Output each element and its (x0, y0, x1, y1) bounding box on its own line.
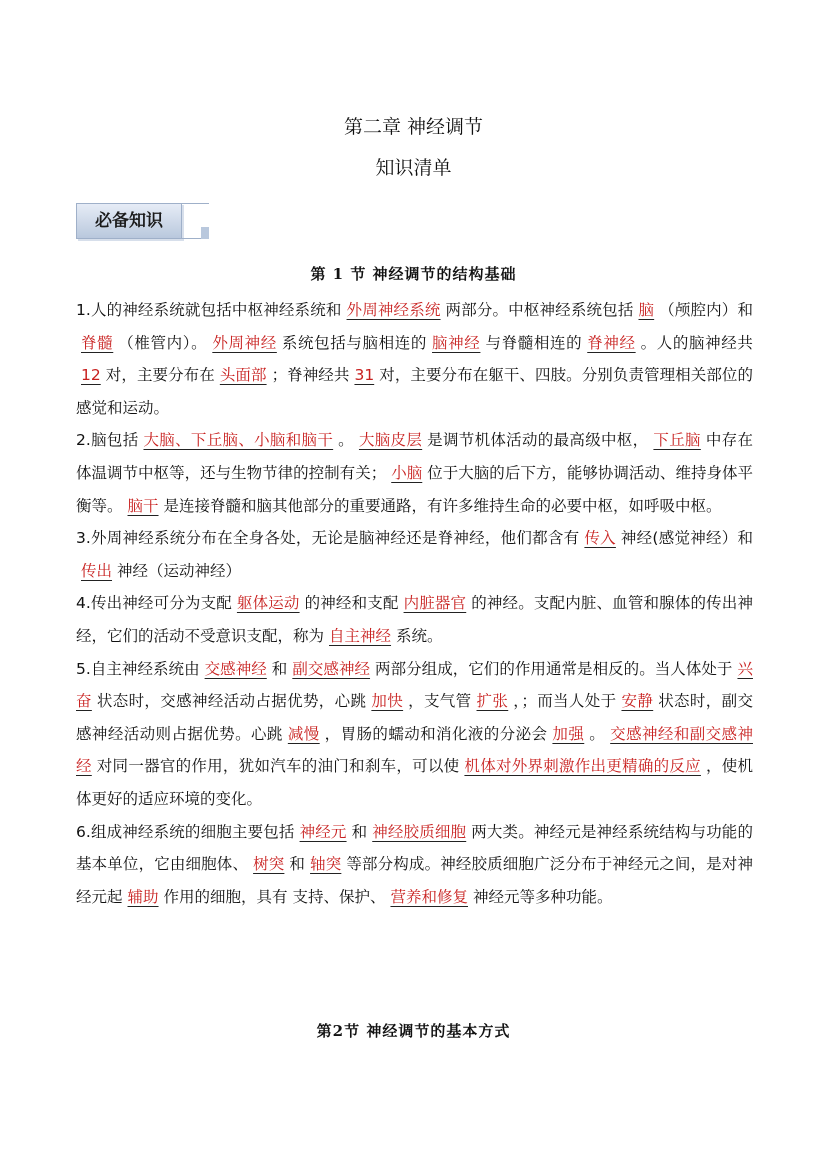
fill-in-answer: 脊髓 (81, 333, 114, 352)
text-segment: 。 (338, 431, 354, 450)
paragraph-1 (76, 294, 753, 424)
section-badge: 必备知识 (76, 203, 182, 239)
text-segment: 两部分组成，它们的作用通常是相反的。当人体处于 (375, 659, 733, 678)
paragraph-4 (76, 587, 753, 652)
fill-in-answer: 31 (354, 366, 375, 385)
text-segment: 与脊髓相连的 (485, 333, 583, 352)
paragraph-6 (76, 816, 753, 914)
text-segment: 和 (351, 822, 368, 841)
text-segment: 神经元等多种功能。 (472, 887, 613, 906)
text-segment: ，；而当人处于 (513, 692, 617, 711)
fill-in-answer: 脑干 (127, 496, 159, 515)
fill-in-answer: 辅助 (127, 887, 159, 906)
fill-in-answer: 下丘脑 (653, 431, 701, 450)
fill-in-answer: 兴奋 (76, 659, 753, 711)
fill-in-answer: 减慢 (287, 724, 320, 743)
fill-in-answer: 大脑皮层 (358, 431, 423, 450)
fill-in-answer: 脊神经 (587, 333, 636, 352)
fill-in-answer: 传出 (81, 561, 113, 580)
fill-in-answer: 躯体运动 (236, 594, 300, 613)
fill-in-answer: 机体对外界刺激作出更精确的反应 (464, 757, 701, 776)
text-segment: 是调节机体活动的最高级中枢， (427, 431, 649, 450)
text-segment: 等部分构成。神经胶质细胞广泛分布于神经元之间，是对神经元起 (76, 855, 753, 906)
fill-in-answer: 安静 (621, 692, 654, 711)
text-segment: 两部分。中枢神经系统包括 (445, 301, 634, 319)
paragraph-5 (76, 653, 753, 816)
fill-in-answer: 大脑、下丘脑、小脑和脑干 (143, 431, 334, 450)
section-1-heading: 第 1 节 神经调节的结构基础 (310, 265, 517, 283)
fill-in-answer: 传入 (584, 529, 616, 548)
knowledge-list (76, 294, 753, 913)
text-segment: 5.自主神经系统由 (76, 659, 200, 678)
text-segment: ，支气管 (408, 692, 472, 711)
text-segment: 3.外周神经系统分布在全身各处，无论是脑神经还是脊神经，他们都含有 (76, 529, 580, 548)
text-segment: 2.脑包括 (76, 431, 139, 450)
list-title: 知识清单 (375, 157, 452, 179)
text-segment: 位于大脑的后下方，能够协调活动、维持身体平衡等。 (76, 463, 753, 515)
badge-tail-decoration (181, 203, 209, 239)
fill-in-answer: 树突 (253, 855, 285, 874)
text-segment: 对，主要分布在 (105, 366, 215, 385)
text-segment: 。 (589, 724, 606, 743)
fill-in-answer: 脑神经 (432, 333, 481, 352)
text-segment: （椎管内）。 (118, 333, 208, 352)
text-segment: 和 (289, 855, 306, 874)
fill-in-answer: 神经胶质细胞 (372, 822, 467, 841)
fill-in-answer: 自主神经 (329, 626, 392, 645)
chapter-title: 第二章 神经调节 (343, 116, 484, 138)
fill-in-answer: 交感神经和副交感神经 (76, 724, 753, 776)
fill-in-answer: 12 (81, 366, 101, 385)
text-segment: ，使机体更好的适应环境的变化。 (76, 757, 753, 808)
text-segment: 的神经和支配 (304, 594, 399, 613)
text-segment: 4.传出神经可分为支配 (76, 594, 232, 613)
fill-in-answer: 交感神经 (204, 659, 267, 678)
text-segment: （颅腔内）和 (659, 301, 753, 319)
section-2-heading: 第2节 神经调节的基本方式 (316, 1022, 511, 1040)
paragraph-3 (76, 522, 753, 587)
text-segment: 6.组成神经系统的细胞主要包括 (76, 822, 295, 841)
fill-in-answer: 轴突 (310, 855, 342, 874)
text-segment: 状态时，交感神经活动占据优势，心跳 (96, 692, 367, 711)
text-segment: 和 (271, 659, 288, 678)
text-segment: 状态时，副交感神经活动则占据优势。心跳 (76, 692, 753, 743)
fill-in-answer: 内脏器官 (403, 594, 467, 613)
fill-in-answer: 扩张 (476, 692, 509, 711)
text-segment: 系统包括与脑相连的 (281, 333, 428, 352)
fill-in-answer: 外周神经系统 (346, 301, 441, 319)
fill-in-answer: 加快 (371, 692, 404, 711)
text-segment: 系统。 (396, 626, 443, 645)
text-segment: 。人的脑神经共 (640, 333, 753, 352)
text-segment: 作用的细胞，具有 支持、保护、 (163, 887, 386, 906)
text-segment: 1.人的神经系统就包括中枢神经系统和 (76, 301, 342, 319)
fill-in-answer: 神经元 (299, 822, 347, 841)
fill-in-answer: 副交感神经 (292, 659, 371, 678)
text-segment: 是连接脊髓和脑其他部分的重要通路，有许多维持生命的必要中枢，如呼吸中枢。 (163, 496, 722, 515)
text-segment: 中存在体温调节中枢等，还与生物节律的控制有关； (76, 431, 753, 482)
fill-in-answer: 外周神经 (212, 333, 277, 352)
text-segment: ；脊神经共 (271, 366, 350, 385)
fill-in-answer: 小脑 (391, 463, 423, 482)
fill-in-answer: 营养和修复 (390, 887, 468, 906)
text-segment: 神经（运动神经） (117, 561, 242, 580)
text-segment: 对同一器官的作用，犹如汽车的油门和刹车，可以使 (96, 757, 460, 776)
text-segment: 对，主要分布在躯干、四肢。分别负责管理相关部位的感觉和运动。 (76, 366, 753, 417)
text-segment: 神经(感觉神经）和 (620, 529, 753, 548)
fill-in-answer: 脑 (638, 301, 655, 319)
text-segment: 的神经。支配内脏、血管和腺体的传出神经，它们的活动不受意识支配，称为 (76, 594, 753, 645)
fill-in-answer: 加强 (552, 724, 585, 743)
paragraph-2 (76, 424, 753, 522)
fill-in-answer: 头面部 (219, 366, 267, 385)
text-segment: 两大类。神经元是神经系统结构与功能的基本单位，它由细胞体、 (76, 822, 753, 874)
text-segment: ，胃肠的蠕动和消化液的分泌会 (324, 724, 548, 743)
